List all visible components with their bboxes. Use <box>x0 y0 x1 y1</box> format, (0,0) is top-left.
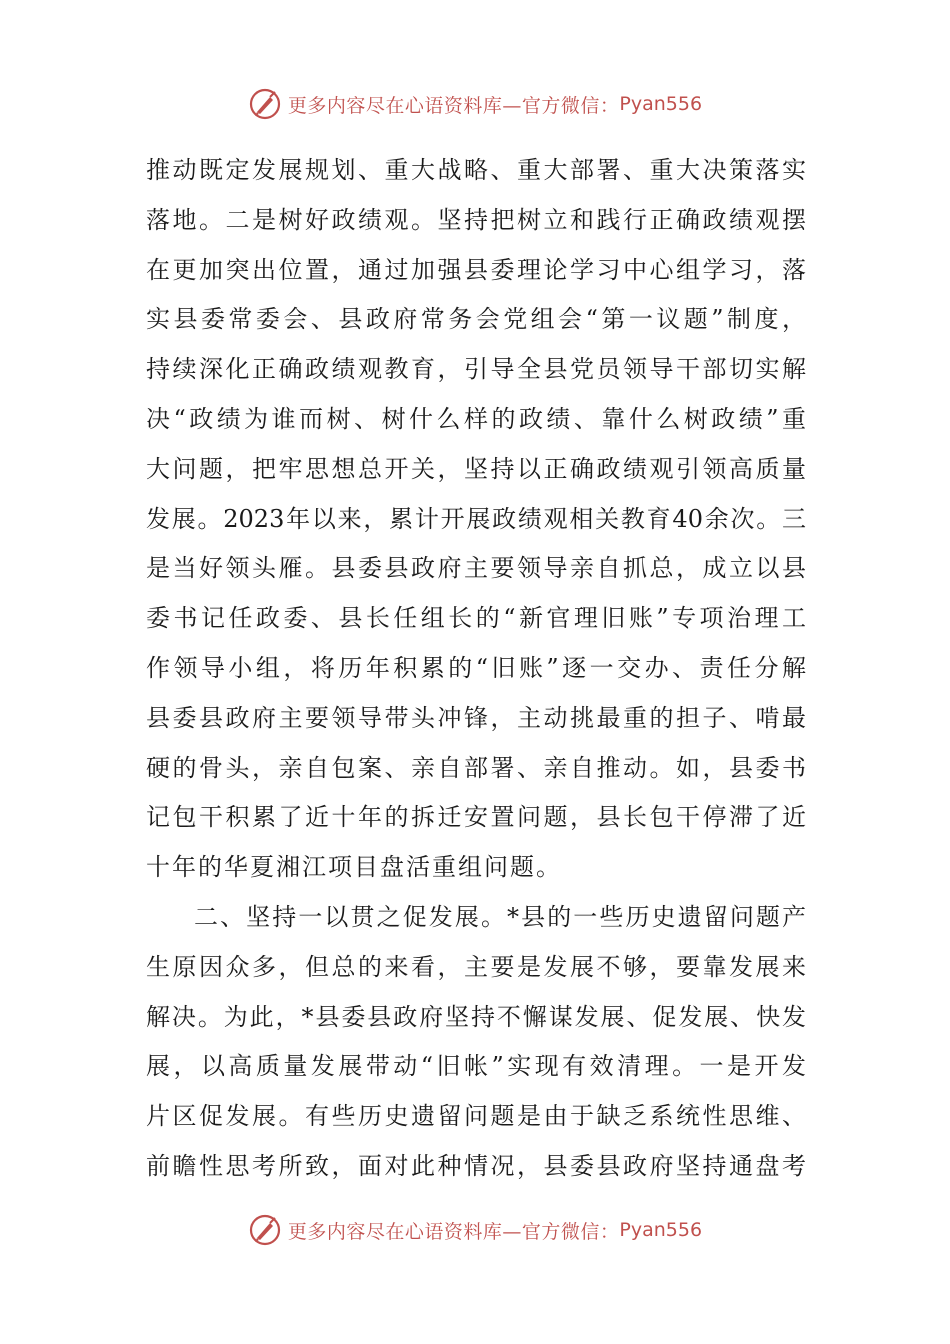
text-line: 发展。2023年以来，累计开展政绩观相关教育40余次。三 <box>146 504 806 533</box>
watermark-text: 更多内容尽在心语资料库—官方微信： <box>287 1220 620 1243</box>
text-line: 推动既定发展规划、重大战略、重大部署、重大决策落实 <box>146 156 806 184</box>
watermark-text: 更多内容尽在心语资料库—官方微信： <box>287 94 620 117</box>
watermark-contact: Pyan556 <box>619 93 703 115</box>
text-line: 大问题，把牢思想总开关，坚持以正确政绩观引领高质量 <box>146 454 806 483</box>
header-watermark <box>0 84 950 124</box>
text-line: 生原因众多，但总的来看，主要是发展不够，要靠发展来 <box>146 952 806 981</box>
text-line: 展，以高质量发展带动“旧帐”实现有效清理。一是开发 <box>146 1052 806 1081</box>
text-line: 实县委常委会、县政府常务会党组会“第一议题”制度， <box>146 305 806 334</box>
text-line: 持续深化正确政绩观教育，引导全县党员领导干部切实解 <box>146 355 806 384</box>
text-line: 决“政绩为谁而树、树什么样的政绩、靠什么树政绩”重 <box>146 404 806 433</box>
text-line: 解决。为此，*县委县政府坚持不懈谋发展、促发展、快发 <box>146 1002 806 1031</box>
document-body <box>146 146 806 1192</box>
text-line: 十年的华夏湘江项目盘活重组问题。 <box>146 853 562 882</box>
pen-logo-icon <box>248 1213 282 1247</box>
text-line: 委书记任政委、县长任组长的“新官理旧账”专项治理工 <box>146 604 806 633</box>
watermark-contact: Pyan556 <box>619 1219 703 1241</box>
text-line: 落地。二是树好政绩观。坚持把树立和践行正确政绩观摆 <box>146 205 806 234</box>
text-line: 记包干积累了近十年的拆迁安置问题，县长包干停滞了近 <box>146 803 806 832</box>
text-line: 前瞻性思考所致，面对此种情况，县委县政府坚持通盘考 <box>146 1151 806 1180</box>
text-line: 在更加突出位置，通过加强县委理论学习中心组学习，落 <box>146 255 806 284</box>
text-line: 县委县政府主要领导带头冲锋，主动挑最重的担子、啃最 <box>146 703 806 732</box>
footer-watermark <box>0 1210 950 1250</box>
text-line: 硬的骨头，亲自包案、亲自部署、亲自推动。如，县委书 <box>146 753 806 782</box>
text-line: 作领导小组，将历年积累的“旧账”逐一交办、责任分解 <box>146 653 806 682</box>
text-line: 是当好领头雁。县委县政府主要领导亲自抓总，成立以县 <box>146 554 806 583</box>
text-line: 片区促发展。有些历史遗留问题是由于缺乏系统性思维、 <box>146 1102 806 1131</box>
section-heading-line: 二、坚持一以贯之促发展。*县的一些历史遗留问题产 <box>194 902 806 931</box>
pen-logo-icon <box>248 87 282 121</box>
